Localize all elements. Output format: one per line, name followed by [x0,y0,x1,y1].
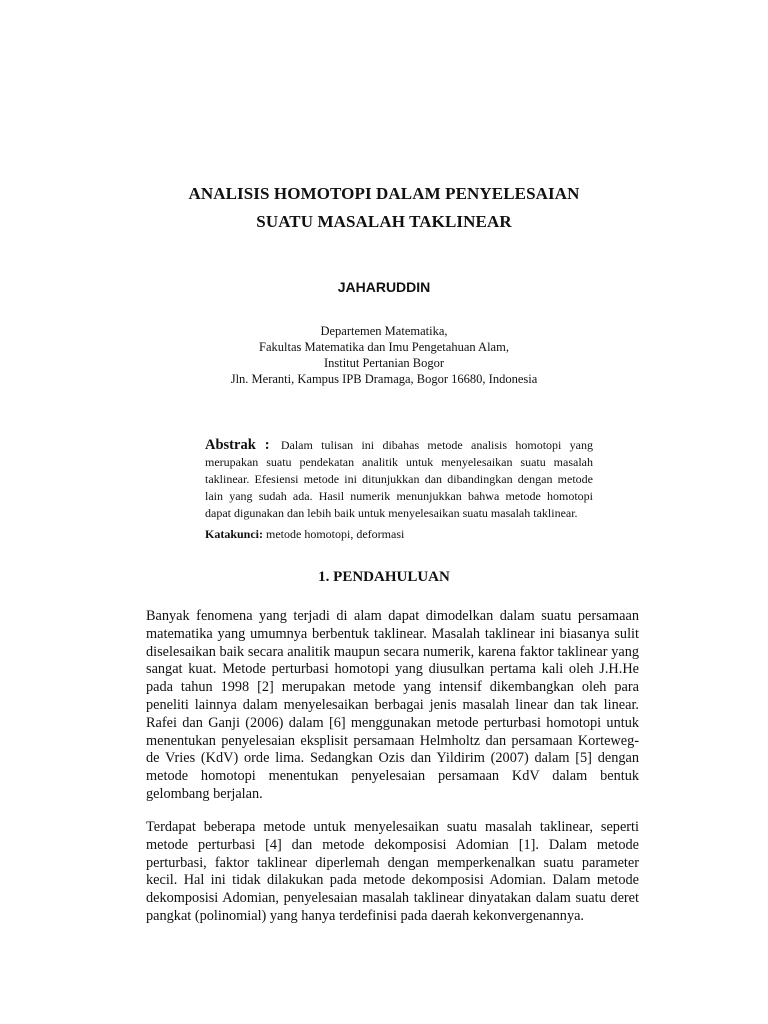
abstract-label: Abstrak : [205,437,270,453]
keywords-label: Katakunci: [205,527,264,541]
affiliation-institute: Institut Pertanian Bogor [323,356,445,370]
abstract-block [205,437,593,522]
body-paragraph: Banyak fenomena yang terjadi di alam dapat dimodelkan dalam suatu persamaan matematika yang umumnya berbentuk taklinear. Masalah taklinear ini biasanya sulit diselesaikan baik secara analitik maupun secara numerik, karena faktor taklinear yang sangat kuat. Metode perturbasi homotopi yang diusulkan pertama kali oleh J.H.He pada tahun 1998 [2] merupakan metode yang intensif dikembangkan oleh para peneliti lainnya dalam menyelesaikan berbagai jenis masalah linear dan tak linear. Rafei dan Ganji (2006) dalam [6] menggunakan metode perturbasi homotopi untuk menentukan penyelesaian eksplisit persamaan Helmholtz dan persamaan Korteweg-de Vries (KdV) orde lima. Sedangkan Ozis dan Yildirim (2007) dalam [5] dengan metode homotopi menentukan penyelesaian persamaan KdV dalam bentuk gelombang berjalan. [146,608,639,802]
body-paragraph: Terdapat beberapa metode untuk menyelesaikan suatu masalah taklinear, seperti metode perturbasi [4] dan metode dekomposisi Adomian [1]. Dalam metode perturbasi, faktor taklinear diperlemah dengan memperkenalkan suatu parameter kecil. Hal ini tidak dilakukan pada metode dekomposisi Adomian. Dalam metode dekomposisi Adomian, penyelesaian masalah taklinear dinyatakan dalam suatu deret pangkat (polinomial) yang hanya terdefinisi pada daerah kekonvergenannya. [146,819,639,924]
affiliation-address: Jln. Meranti, Kampus IPB Dramaga, Bogor 16680, Indonesia [230,372,538,386]
affiliation-faculty: Fakultas Matematika dan Imu Pengetahuan Alam, [259,340,509,354]
keywords-block [205,526,593,543]
paper-title-line-1: ANALISIS HOMOTOPI DALAM PENYELESAIAN [188,184,580,203]
section-heading-introduction: 1. PENDAHULUAN [318,569,450,585]
keywords-text: metode homotopi, deformasi [263,527,405,541]
author-name: JAHARUDDIN [337,279,431,295]
abstract-text: Dalam tulisan ini dibahas metode analisis homotopi yang merupakan suatu pendekatan analitik untuk menyelesaikan suatu masalah taklinear. Efesiensi metode ini ditunjukkan dan dibandingkan dengan metode lain yang sudah ada. Hasil numerik menunjukkan bahwa metode homotopi dapat digunakan dan lebih baik untuk menyelesaikan suatu masalah taklinear. [205,438,594,520]
paper-title-line-2: SUATU MASALAH TAKLINEAR [256,212,512,231]
affiliation-department: Departemen Matematika, [320,324,448,338]
